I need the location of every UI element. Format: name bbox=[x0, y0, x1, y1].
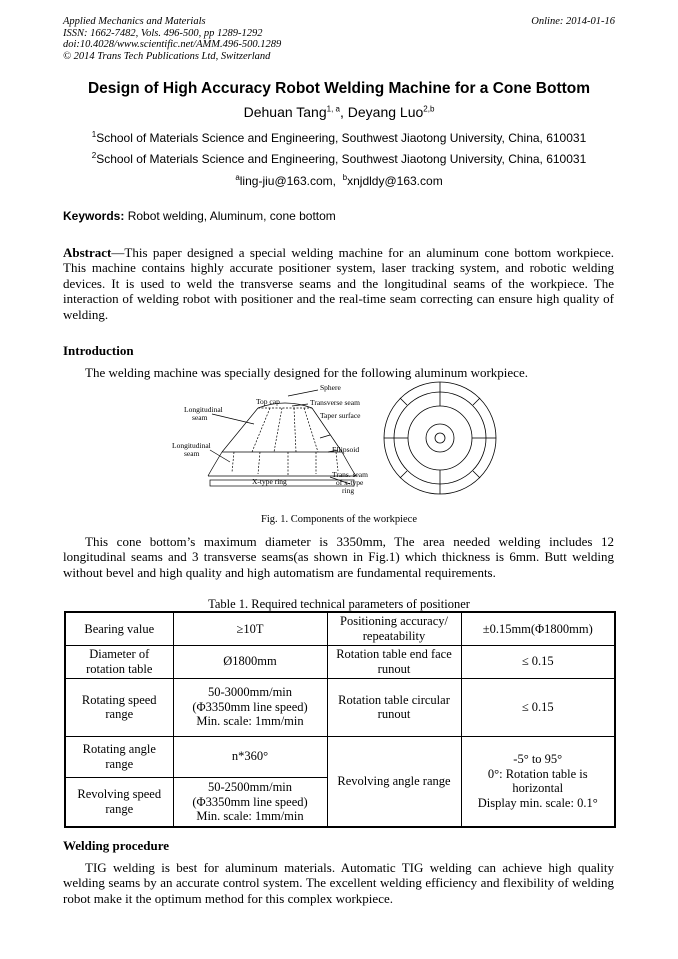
label-ring: ring bbox=[342, 486, 355, 495]
figure-1-workpiece bbox=[170, 380, 520, 532]
table-row bbox=[65, 645, 615, 678]
email-b-sup: b bbox=[342, 173, 348, 182]
table-cell: Positioning accuracy/ repeatability bbox=[327, 612, 461, 645]
abstract bbox=[63, 245, 614, 322]
welding-p1: TIG welding is best for aluminum materials. Automatic TIG welding can achieve high quality welding seams by an accurate control system. The excellent welding efficiency and flexibility of welding robot make it the optimum method for this complex workpiece. bbox=[63, 860, 614, 906]
introduction-p2: This cone bottom’s maximum diameter is 3350mm, The area needed welding includes 12 longitudinal seams and 3 transverse seams(as shown in Fig.1) which thickness is 6mm. Butt welding without bevel and high quality and high automatism are fundamental requirements. bbox=[63, 534, 614, 580]
revolving-angle-note: 0°: Rotation table is horizontal bbox=[487, 766, 588, 796]
label-longitudinal-1: Longitudinal bbox=[184, 405, 223, 414]
affiliation-1-sup: 1 bbox=[91, 130, 97, 139]
table-cell: n*360° bbox=[173, 736, 327, 777]
revolving-speed-line: (Φ3350mm line speed) bbox=[192, 794, 308, 809]
table-1-caption: Table 1. Required technical parameters of positioner bbox=[208, 597, 470, 611]
figure-labels bbox=[172, 383, 368, 495]
leader-taper bbox=[320, 435, 330, 438]
revolving-angle-scale: Display min. scale: 0.1° bbox=[477, 795, 598, 810]
keywords bbox=[63, 209, 336, 223]
affiliation-2-sup: 2 bbox=[91, 151, 97, 160]
table-cell: ≥10T bbox=[173, 612, 327, 645]
parameters-table bbox=[64, 611, 616, 828]
label-longitudinal-2: Longitudinal bbox=[172, 441, 211, 450]
leader-longitudinal-1 bbox=[212, 414, 254, 424]
introduction-p1: The welding machine was specially designed for the following aluminum workpiece. bbox=[85, 365, 528, 380]
table-cell: Rotation table circular runout bbox=[327, 678, 461, 736]
table-cell: Ø1800mm bbox=[173, 645, 327, 678]
revolving-speed-range: 50-2500mm/min bbox=[207, 780, 293, 794]
table-cell: Rotating speed range bbox=[65, 678, 173, 736]
radial-seams bbox=[384, 382, 496, 494]
email-b: xnjdldy@163.com bbox=[347, 174, 443, 188]
table-cell: Revolving speed range bbox=[65, 777, 173, 827]
table-row bbox=[65, 736, 615, 777]
author-separator: , bbox=[339, 104, 348, 120]
welding-heading: Welding procedure bbox=[63, 838, 170, 853]
label-taper-surface: Taper surface bbox=[320, 411, 361, 420]
top-view-diagram bbox=[384, 382, 496, 494]
keywords-text: Robot welding, Aluminum, cone bottom bbox=[124, 209, 336, 223]
author-line bbox=[0, 104, 678, 120]
revolving-speed-scale: Min. scale: 1mm/min bbox=[196, 809, 304, 823]
journal-header bbox=[63, 16, 281, 62]
label-seam-1: seam bbox=[192, 413, 208, 422]
affiliation-2 bbox=[0, 152, 678, 166]
journal-name: Applied Mechanics and Materials bbox=[63, 16, 206, 27]
label-trans-seam: Trans. seam bbox=[332, 470, 368, 479]
revolving-angle-value: -5° to 95° bbox=[513, 752, 563, 767]
email-a: ling-jiu@163.com, bbox=[239, 174, 336, 188]
table-cell: ≤ 0.15 bbox=[461, 645, 615, 678]
label-x-type-ring: X-type ring bbox=[252, 477, 287, 486]
table-cell bbox=[461, 736, 615, 827]
online-date: Online: 2014-01-16 bbox=[531, 16, 615, 27]
keywords-label: Keywords: bbox=[63, 209, 125, 223]
table-cell: Rotation table end face runout bbox=[327, 645, 461, 678]
label-transverse-seam: Transverse seam bbox=[310, 398, 360, 407]
introduction-heading: Introduction bbox=[63, 343, 134, 358]
email-line bbox=[0, 174, 678, 188]
table-cell: Diameter of rotation table bbox=[65, 645, 173, 678]
table-cell bbox=[173, 678, 327, 736]
paper-title: Design of High Accuracy Robot Welding Machine for a Cone Bottom bbox=[87, 80, 591, 97]
table-cell bbox=[173, 777, 327, 827]
leader-sphere bbox=[288, 390, 318, 396]
label-top-cap: Top cap bbox=[256, 397, 280, 406]
email-a-sup: a bbox=[235, 173, 240, 182]
taper-left-edge bbox=[222, 408, 258, 452]
author-1: Dehuan Tang bbox=[243, 104, 327, 120]
abstract-label: Abstract bbox=[63, 245, 112, 260]
table-cell: Revolving angle range bbox=[327, 736, 461, 827]
author-1-sup: 1, a bbox=[326, 104, 340, 114]
doi-line: doi:10.4028/www.scientific.net/AMM.496-500.1289 bbox=[63, 39, 282, 50]
abstract-text: —This paper designed a special welding machine for an aluminum cone bottom workpiece. This machine contains highly accurate positioner system, laser tracking system, and robotic welding devices. It is used to weld the transverse seams and the longitudinal seams of the workpiece. The interaction of welding robot with positioner and the real-time seam correcting can ensure high quality of welding. bbox=[63, 245, 614, 322]
table-cell: ≤ 0.15 bbox=[461, 678, 615, 736]
rotating-speed-line: (Φ3350mm line speed) bbox=[192, 699, 308, 714]
issn-line: ISSN: 1662-7482, Vols. 496-500, pp 1289-1292 bbox=[63, 27, 263, 39]
author-2-sup: 2,b bbox=[423, 104, 435, 114]
label-seam-2: seam bbox=[184, 449, 200, 458]
label-sphere: Sphere bbox=[320, 383, 341, 392]
affiliation-1-text: School of Materials Science and Engineering, Southwest Jiaotong University, China, 610031 bbox=[96, 131, 587, 145]
affiliation-2-text: School of Materials Science and Engineering, Southwest Jiaotong University, China, 610031 bbox=[96, 152, 587, 166]
table-cell: ±0.15mm(Φ1800mm) bbox=[461, 612, 615, 645]
table-cell: Bearing value bbox=[65, 612, 173, 645]
table-row bbox=[65, 678, 615, 736]
table-row bbox=[65, 612, 615, 645]
table-cell: Rotating angle range bbox=[65, 736, 173, 777]
label-ellipsoid: Ellipsoid bbox=[332, 445, 360, 454]
affiliation-1 bbox=[0, 131, 678, 145]
author-2: Deyang Luo bbox=[347, 104, 424, 120]
copyright-line: © 2014 Trans Tech Publications Ltd, Switzerland bbox=[63, 50, 271, 62]
figure-1-caption: Fig. 1. Components of the workpiece bbox=[260, 514, 418, 525]
label-of-x-type: of x-type bbox=[336, 478, 364, 487]
rotating-speed-range: 50-3000mm/min bbox=[207, 685, 293, 700]
rotating-speed-scale: Min. scale: 1mm/min bbox=[196, 714, 304, 729]
